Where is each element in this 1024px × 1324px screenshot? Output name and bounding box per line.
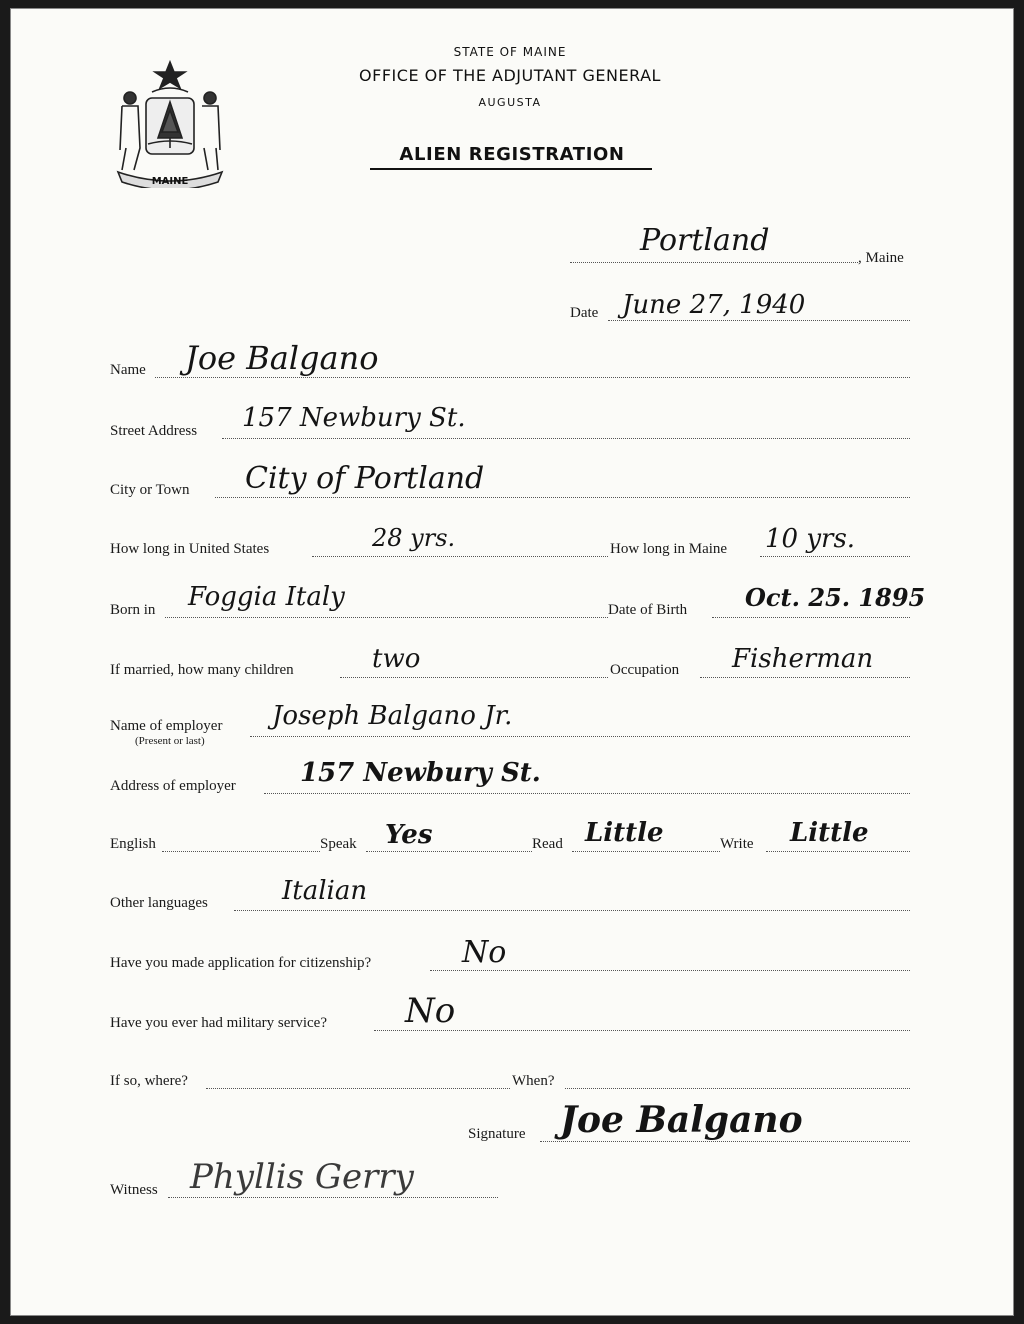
employer-note-label: (Present or last) <box>135 735 205 747</box>
military-value: No <box>405 991 456 1031</box>
date-label: Date <box>570 305 599 321</box>
date-of-birth-line <box>712 617 910 618</box>
children-line <box>340 677 608 678</box>
street-address-value: 157 Newbury St. <box>242 403 466 433</box>
english-line <box>162 851 320 852</box>
how-long-us-line <box>312 556 608 557</box>
occupation-value: Fisherman <box>732 644 874 674</box>
state-seal-icon <box>112 58 228 188</box>
occupation-line <box>700 677 910 678</box>
born-in-value: Foggia Italy <box>188 582 345 612</box>
speak-line <box>366 851 532 852</box>
other-languages-line <box>234 910 910 911</box>
date-line <box>608 320 910 321</box>
place-value: Portland <box>640 223 770 258</box>
how-long-us-value: 28 yrs. <box>372 524 456 552</box>
read-value: Little <box>585 818 664 848</box>
english-label: English <box>110 836 156 852</box>
write-value: Little <box>790 818 869 848</box>
name-label: Name <box>110 362 146 378</box>
children-label: If married, how many children <box>110 662 294 678</box>
city-label: City or Town <box>110 482 190 498</box>
date-of-birth-label: Date of Birth <box>608 602 688 618</box>
if-so-where-label: If so, where? <box>110 1073 188 1089</box>
employer-name-value: Joseph Balgano Jr. <box>272 701 513 731</box>
when-line <box>565 1088 910 1089</box>
signature-label: Signature <box>468 1126 526 1142</box>
how-long-maine-label: How long in Maine <box>610 541 728 557</box>
citizenship-line <box>430 970 910 971</box>
city-line <box>215 497 910 498</box>
speak-value: Yes <box>385 820 433 850</box>
seal-banner-text: MAINE <box>151 176 189 187</box>
occupation-label: Occupation <box>610 662 680 678</box>
if-so-where-line <box>206 1088 510 1089</box>
date-of-birth-value: Oct. 25. 1895 <box>745 583 926 612</box>
read-label: Read <box>532 836 563 852</box>
when-label: When? <box>512 1073 555 1089</box>
signature-value: Joe Balgano <box>560 1099 803 1141</box>
street-address-line <box>222 438 910 439</box>
write-line <box>766 851 910 852</box>
children-value: two <box>372 644 421 674</box>
place-line <box>570 262 858 263</box>
witness-label: Witness <box>110 1182 158 1198</box>
other-languages-value: Italian <box>282 876 368 906</box>
citizenship-value: No <box>462 935 507 970</box>
write-label: Write <box>720 836 754 852</box>
header-city: AUGUSTA <box>478 96 542 109</box>
employer-name-line <box>250 736 910 737</box>
name-value: Joe Balgano <box>185 339 379 377</box>
city-value: City of Portland <box>245 461 485 496</box>
employer-address-line <box>264 793 910 794</box>
military-label: Have you ever had military service? <box>110 1015 327 1031</box>
employer-address-value: 157 Newbury St. <box>300 758 541 788</box>
form-title: ALIEN REGISTRATION <box>399 144 625 165</box>
employer-name-label: Name of employer <box>110 718 223 734</box>
header-office: OFFICE OF THE ADJUTANT GENERAL <box>359 66 661 85</box>
name-line <box>155 377 910 378</box>
speak-label: Speak <box>320 836 357 852</box>
signature-line <box>540 1141 910 1142</box>
witness-value: Phyllis Gerry <box>190 1157 414 1197</box>
street-address-label: Street Address <box>110 423 198 439</box>
title-underline <box>370 168 652 170</box>
header-state: STATE OF MAINE <box>453 45 567 59</box>
citizenship-label: Have you made application for citizenship? <box>110 955 372 971</box>
place-suffix-label: , Maine <box>858 250 904 266</box>
witness-line <box>168 1197 498 1198</box>
born-in-line <box>165 617 608 618</box>
how-long-us-label: How long in United States <box>110 541 270 557</box>
how-long-maine-value: 10 yrs. <box>765 524 856 554</box>
born-in-label: Born in <box>110 602 156 618</box>
read-line <box>572 851 720 852</box>
date-value: June 27, 1940 <box>622 290 806 320</box>
other-languages-label: Other languages <box>110 895 208 911</box>
how-long-maine-line <box>760 556 910 557</box>
employer-address-label: Address of employer <box>110 778 236 794</box>
